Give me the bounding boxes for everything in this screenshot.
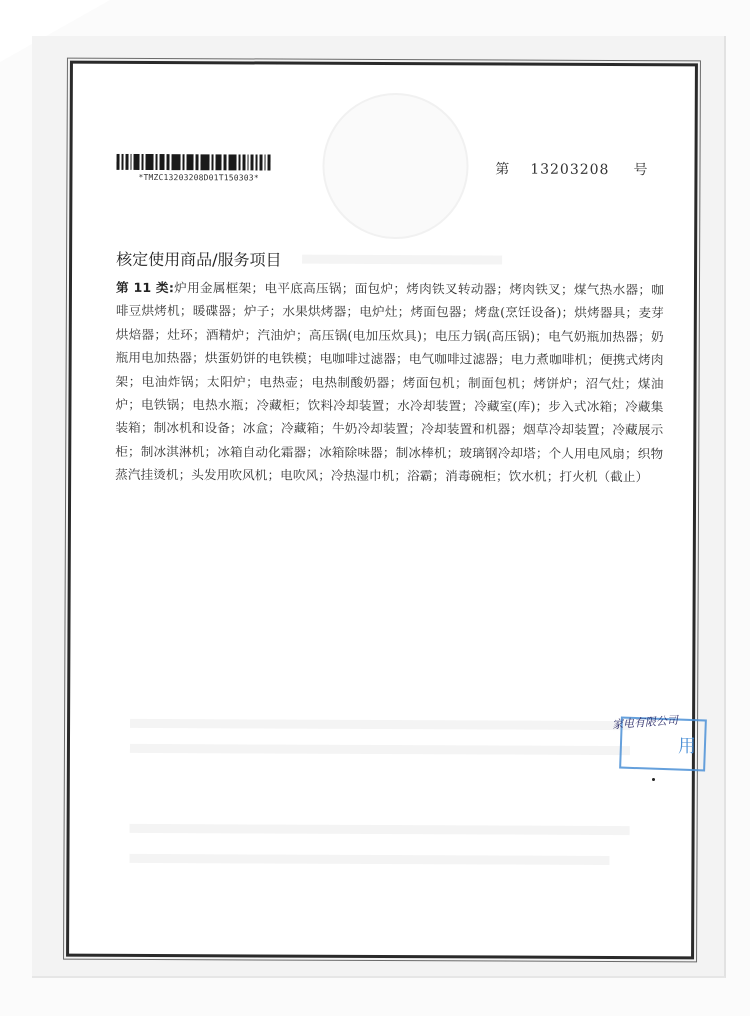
section-heading: 核定使用商品/服务项目 xyxy=(116,249,282,270)
goods-list xyxy=(115,276,664,489)
watermark-line xyxy=(130,824,630,835)
barcode-caption: *TMZC13203208D01T150303* xyxy=(138,172,259,183)
registration-number-value: 13203208 xyxy=(530,161,610,178)
watermark-line xyxy=(302,255,502,265)
stamp-char: 用 xyxy=(678,736,696,757)
watermark-emblem-icon xyxy=(322,93,469,240)
watermark-line xyxy=(130,719,630,730)
stamp-text: 家电有限公司 xyxy=(611,713,679,732)
goods-items: 炉用金属框架；电平底高压锅；面包炉；烤肉铁叉转动器；烤肉铁叉；煤气热水器；咖啡豆烘烤机；暖碟器；炉子；水果烘烤器；电炉灶；烤面包器；烤盘(烹饪设备)；烘烤器具；麦芽烘焙器；灶环；酒精炉；汽油炉；高压锅(电加压炊具)；电压力锅(高压锅)；电气奶瓶加热器；奶瓶用电加热器；烘蛋奶饼的电铁模；电咖啡过滤器；电气咖啡过滤器；电力煮咖啡机；便携式烤肉架；电油炸锅；太阳炉；电热壶；电热制酸奶器；烤面包机；制面包机；烤饼炉；沼气灶；煤油炉；电铁锅；电热水瓶；冷藏柜；饮料冷却装置；水冷却装置；冷藏室(库)；步入式冰箱；冷藏集装箱；制冰机和设备；冰盒；冷藏箱；牛奶冷却装置；冷却装置和机器；烟草冷却装置；冷藏展示柜；制冰淇淋机；冰箱自动化霜器；冰箱除味器；制冰棒机；玻璃钢冷却塔；个人用电风扇；织物蒸汽挂烫机；头发用吹风机；电吹风；冷热湿巾机；浴霸；消毒碗柜；饮水机；打火机（截止） xyxy=(115,280,664,485)
registration-number xyxy=(495,158,648,179)
watermark-line xyxy=(130,744,630,755)
certificate-frame xyxy=(66,61,698,960)
scan-speck xyxy=(652,778,655,781)
company-stamp xyxy=(608,710,706,768)
registration-prefix: 第 xyxy=(495,161,511,178)
watermark-line xyxy=(129,854,609,865)
registration-suffix: 号 xyxy=(633,162,649,179)
class-label: 第 11 类: xyxy=(115,279,175,296)
